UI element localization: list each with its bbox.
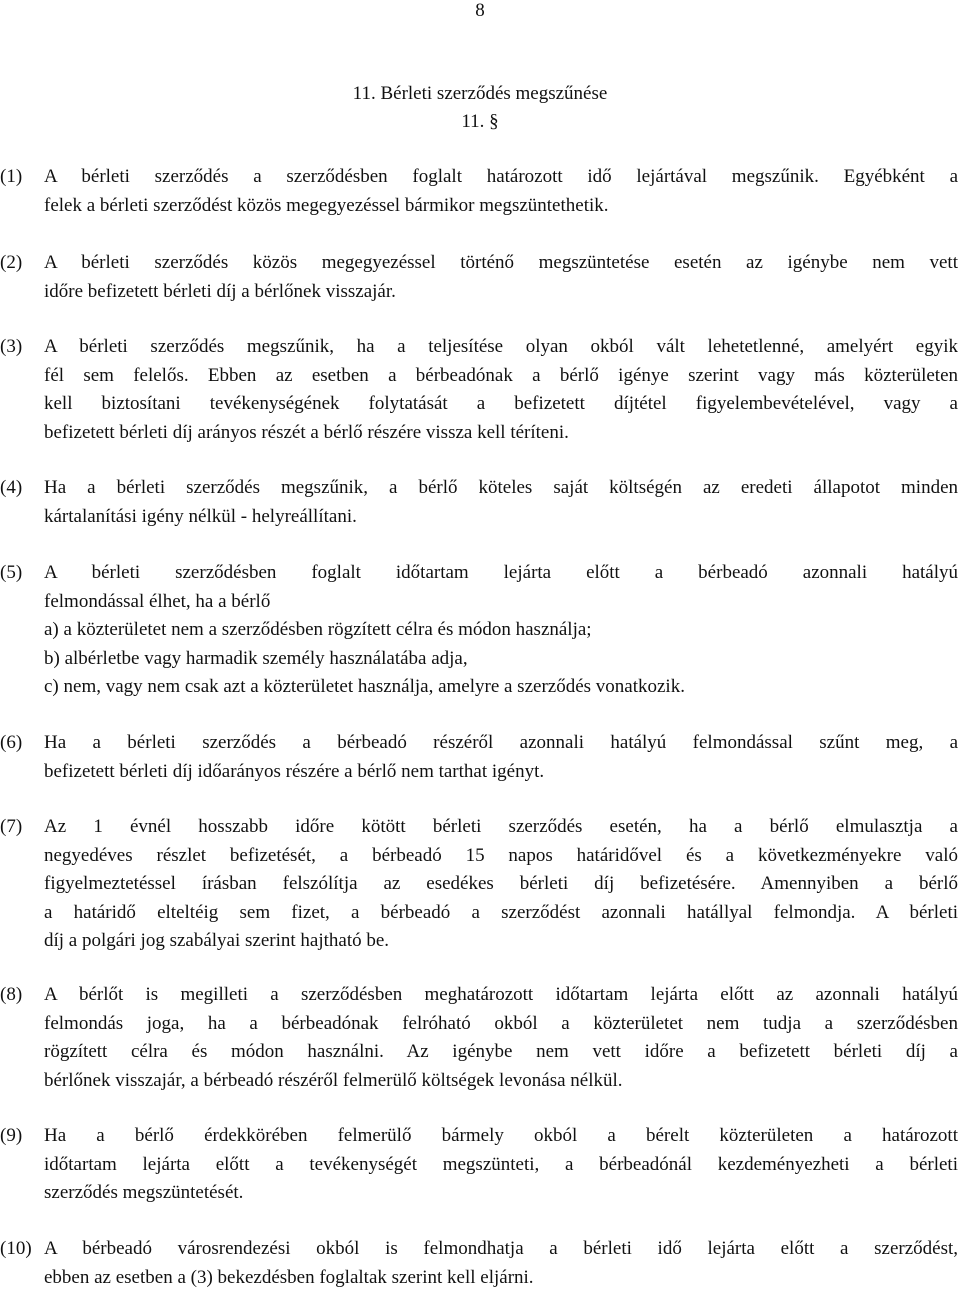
paragraph-line: befizetett bérleti díj arányos részét a bérlő részére vissza kell téríteni. xyxy=(44,421,569,443)
paragraph-10 xyxy=(0,1235,958,1292)
paragraph-5 xyxy=(0,559,958,702)
paragraph-line: fél sem felelős. Ebben az esetben a bérbeadónak a bérlő igénye szerint vagy más közterületen xyxy=(44,364,958,386)
section-sign: 11. § xyxy=(461,111,499,132)
paragraph-8 xyxy=(0,981,958,1095)
paragraph-9 xyxy=(0,1122,958,1208)
paragraph-number: (10) xyxy=(0,1238,32,1259)
paragraph-line: (4) Ha a bérleti szerződés megszűnik, a bérlő köteles saját költségén az eredeti állapotot minden xyxy=(0,474,958,503)
chapter-title: 11. Bérleti szerződés megszűnése xyxy=(352,83,608,104)
paragraph-number: (3) xyxy=(0,336,23,357)
paragraph-line: bérlőnek visszajár, a bérbeadó részéről felmerülő költségek levonása nélkül. xyxy=(44,1069,623,1091)
paragraph-line: időre befizetett bérleti díj a bérlőnek visszajár. xyxy=(44,280,396,302)
paragraph-line: (5) A bérleti szerződésben foglalt időtartam lejárta előtt a bérbeadó azonnali hatályú xyxy=(0,559,958,588)
paragraph-line: (7) Az 1 évnél hosszabb időre kötött bérleti szerződés esetén, ha a bérlő elmulasztja a xyxy=(0,813,958,842)
paragraph-line: kell biztosítani tevékenységének folytatását a befizetett díjtétel figyelembevételével, vagy a xyxy=(44,393,958,415)
paragraph-number: (6) xyxy=(0,732,23,753)
paragraph-line: befizetett bérleti díj időarányos részére a bérlő nem tarthat igényt. xyxy=(44,760,545,782)
paragraph-line: negyedéves részlet befizetését, a bérbeadó 15 napos határidővel és a következményekre való xyxy=(44,844,958,866)
paragraph-number: (1) xyxy=(0,166,23,187)
paragraph-4 xyxy=(0,474,958,531)
paragraph-1 xyxy=(0,163,958,220)
paragraph-line: (6) Ha a bérleti szerződés a bérbeadó részéről azonnali hatályú felmondással szűnt meg, a xyxy=(0,729,958,758)
paragraph-6 xyxy=(0,729,958,786)
paragraph-3 xyxy=(0,333,958,447)
paragraph-number: (4) xyxy=(0,477,23,498)
paragraph-line: felmondás joga, ha a bérbeadónak felróható okból a közterületet nem tudja a szerződésben xyxy=(44,1012,958,1034)
paragraph-line: díj a polgári jog szabályai szerint hajtható be. xyxy=(44,930,390,952)
paragraph-number: (8) xyxy=(0,984,23,1005)
paragraph-number: (2) xyxy=(0,252,23,273)
paragraph-line: (3) A bérleti szerződés megszűnik, ha a teljesítése olyan okból vált lehetetlenné, amelyért egyik xyxy=(0,333,958,362)
paragraph-2 xyxy=(0,249,958,306)
paragraph-number: (7) xyxy=(0,816,23,837)
paragraph-line: (2) A bérleti szerződés közös megegyezéssel történő megszüntetése esetén az igénybe nem vett xyxy=(0,249,958,278)
paragraph-line: felek a bérleti szerződést közös megegyezéssel bármikor megszüntethetik. xyxy=(44,194,609,216)
paragraph-line: rögzített célra és módon használni. Az igénybe nem vett időre a befizetett bérleti díj a xyxy=(44,1041,958,1063)
list-item: c) nem, vagy nem csak azt a közterületet használja, amelyre a szerződés vonatkozik. xyxy=(44,676,685,698)
page-number: 8 xyxy=(475,0,485,21)
paragraph-line: időtartam lejárta előtt a tevékenységét megszünteti, a bérbeadónál kezdeményezheti a bérleti xyxy=(44,1153,958,1175)
paragraph-line: (9) Ha a bérlő érdekkörében felmerülő bármely okból a bérelt közterületen a határozott xyxy=(0,1122,958,1151)
paragraph-number: (5) xyxy=(0,562,23,583)
paragraph-line: felmondással élhet, ha a bérlő xyxy=(44,590,271,612)
paragraph-line: figyelmeztetéssel írásban felszólítja az esedékes bérleti díj befizetésére. Amennyiben a bérlő xyxy=(44,873,958,895)
paragraph-line: (1) A bérleti szerződés a szerződésben foglalt határozott idő lejártával megszűnik. Egyébként a xyxy=(0,163,958,192)
paragraph-line: kártalanítási igény nélkül - helyreállítani. xyxy=(44,505,357,527)
paragraph-line: a határidő elteltéig sem fizet, a bérbeadó a szerződést azonnali hatállyal felmondja. A bérleti xyxy=(44,901,958,923)
paragraph-line: ebben az esetben a (3) bekezdésben foglaltak szerint kell eljárni. xyxy=(44,1266,534,1288)
paragraph-number: (9) xyxy=(0,1125,23,1146)
list-item: a) a közterületet nem a szerződésben rögzített célra és módon használja; xyxy=(44,619,592,641)
paragraph-line: (8) A bérlőt is megilleti a szerződésben meghatározott időtartam lejárta előtt az azonnali hatályú xyxy=(0,981,958,1010)
paragraph-7 xyxy=(0,813,958,956)
paragraph-line: (10) A bérbeadó városrendezési okból is felmondhatja a bérleti idő lejárta előtt a szerződést, xyxy=(0,1235,958,1264)
paragraph-line: szerződés megszüntetését. xyxy=(44,1182,244,1204)
list-item: b) albérletbe vagy harmadik személy használatába adja, xyxy=(44,647,468,669)
